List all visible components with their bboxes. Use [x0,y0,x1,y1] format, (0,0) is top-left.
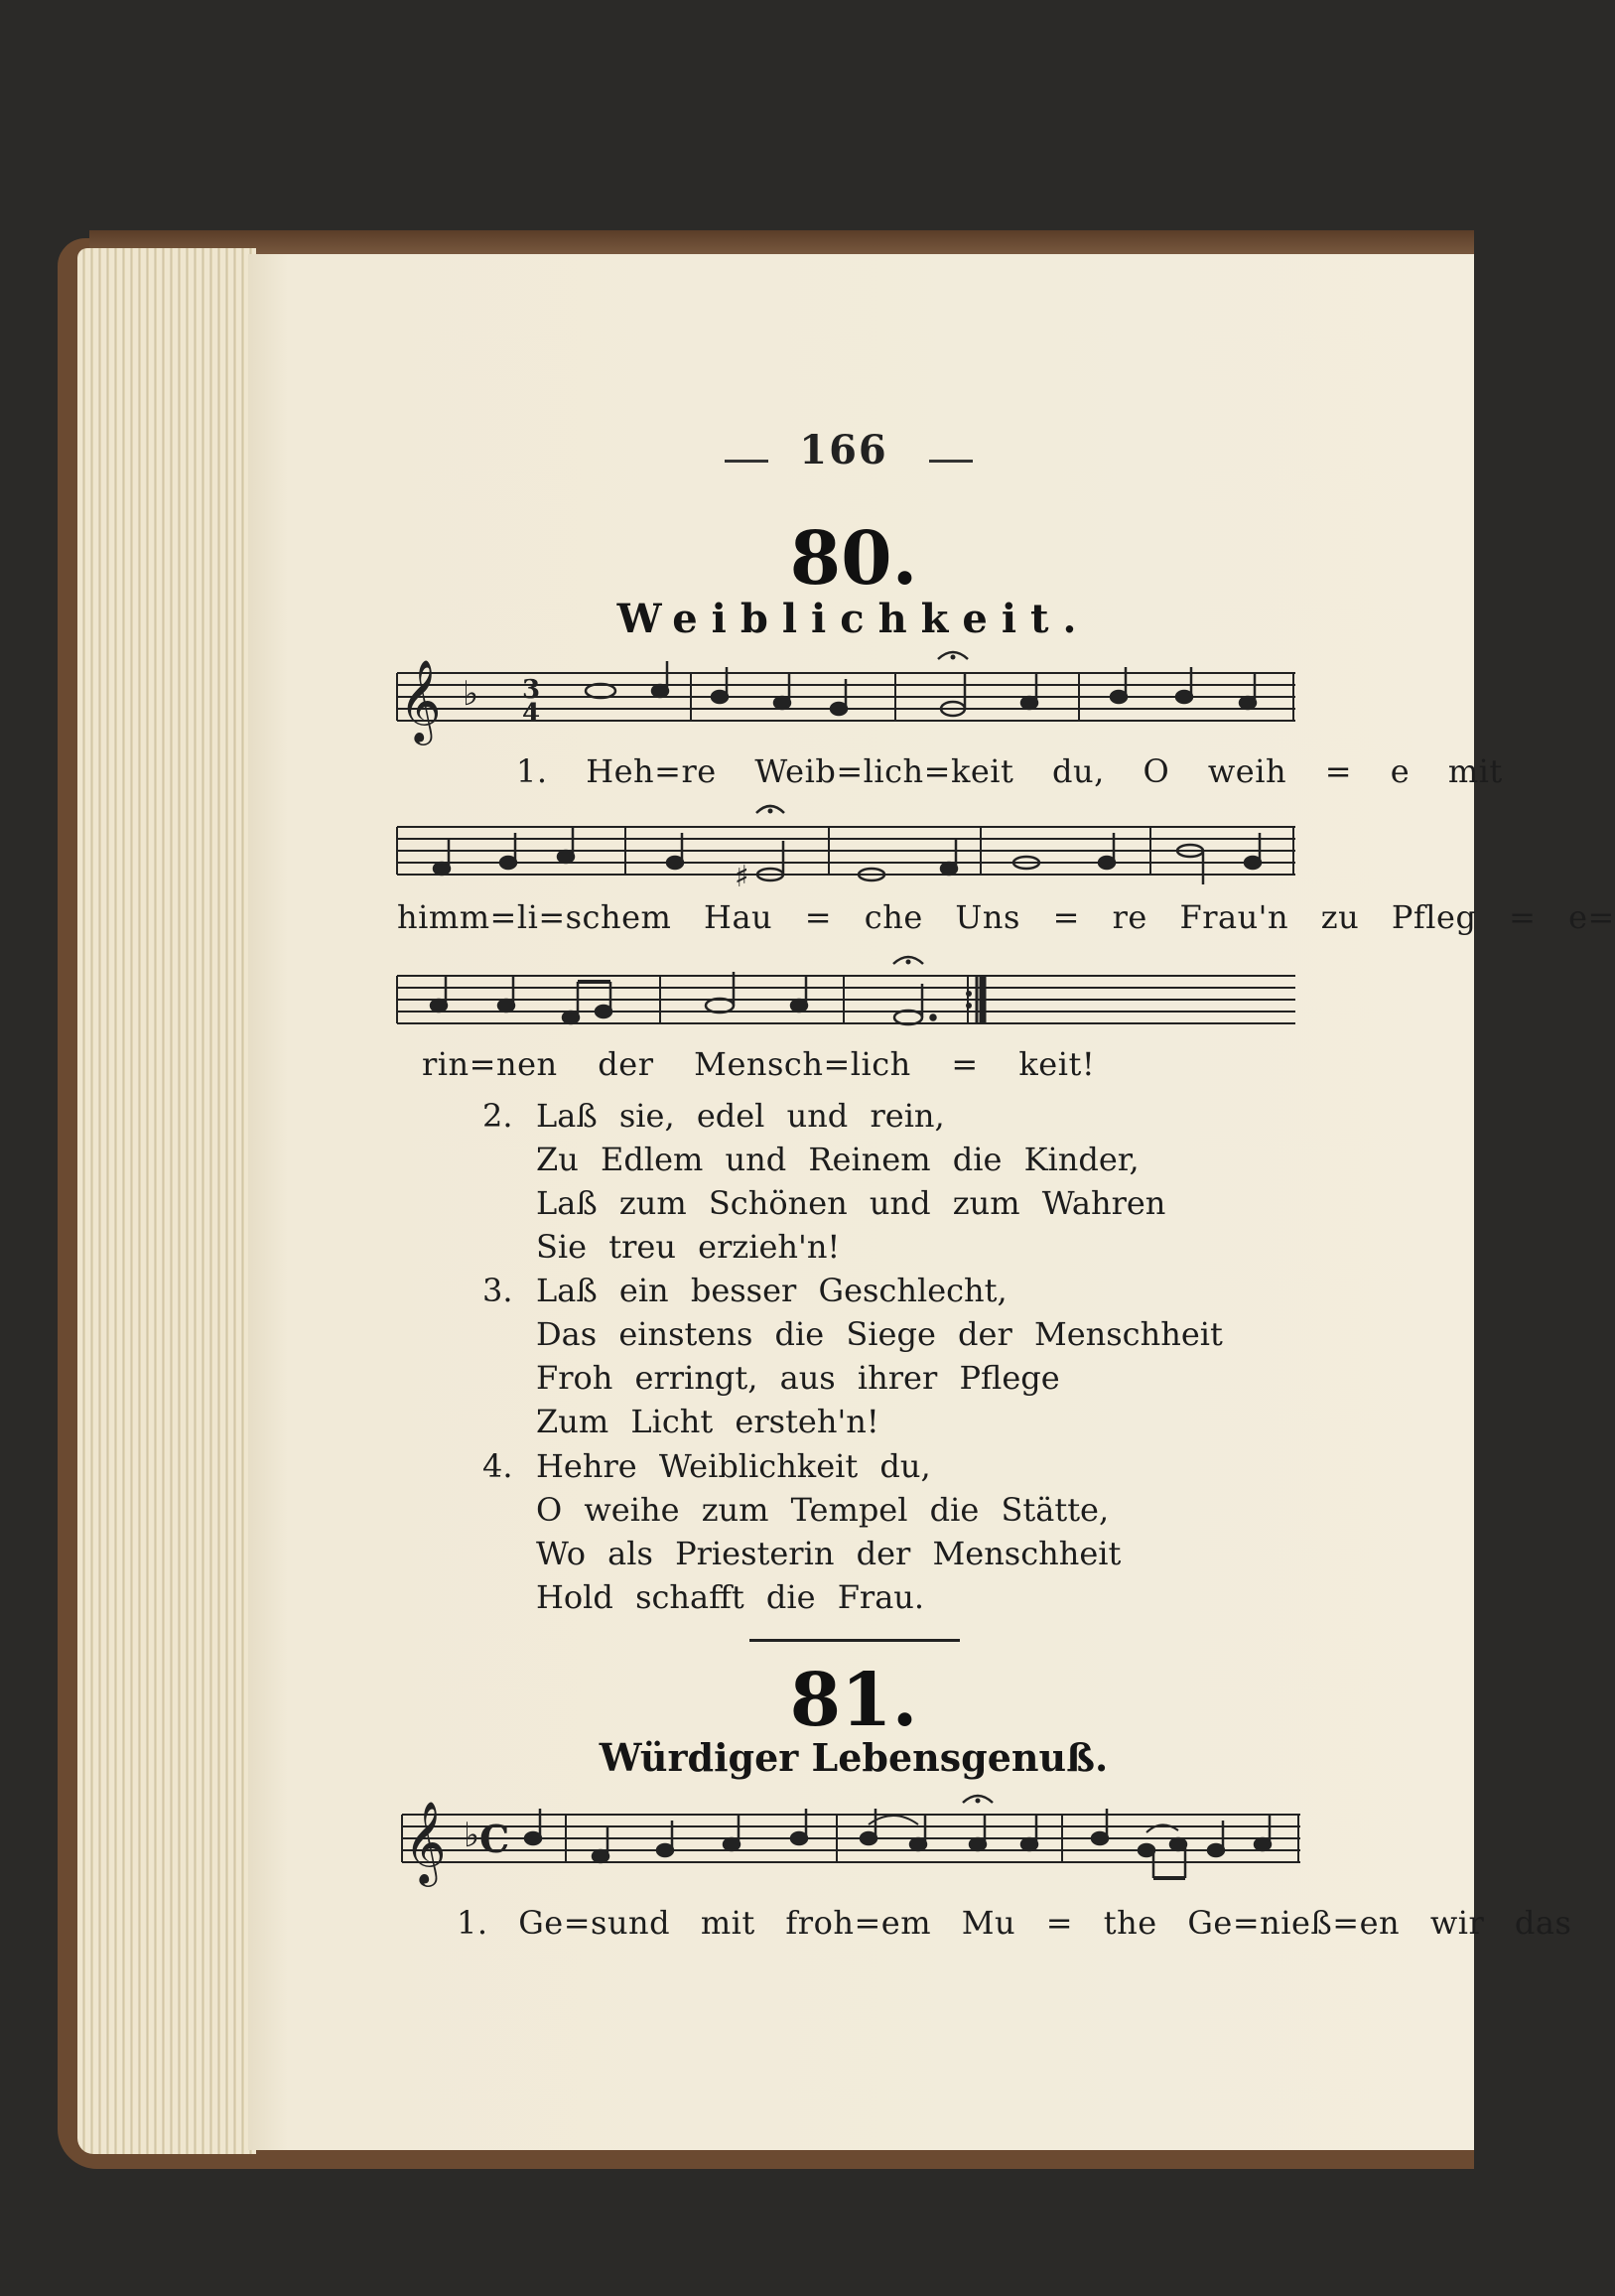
treble-clef-icon: 𝄞 [404,1800,447,1883]
song-80-staff-1 [397,658,1300,744]
verse-line: Zum Licht ersteh'n! [536,1403,879,1440]
time-sig-bottom: 4 [522,699,541,729]
song-80-staff-2 [397,819,1300,898]
verse-line: Hold schafft die Frau. [536,1578,925,1616]
song-81-staff-1 [402,1800,1305,1886]
verse-line: Wo als Priesterin der Menschheit [536,1535,1122,1572]
verse-line: Laß ein besser Geschlecht, [536,1272,1008,1309]
verse-line: Das einstens die Siege der Menschheit [536,1315,1223,1353]
song-80-title: Weiblichkeit. [616,596,1091,642]
verse-line: O weihe zum Tempel die Stätte, [536,1491,1110,1529]
song-80-lyric-line-3: rin=nen der Mensch=lich = keit! [422,1045,1096,1083]
song-80-staff-3 [397,968,1300,1047]
time-sig-top: 3 [522,675,541,705]
verse-line: Sie treu erzieh'n! [536,1228,841,1266]
verse-line: Froh erringt, aus ihrer Pflege [536,1359,1060,1397]
song-81-lyric-line-1: 1. Ge=sund mit froh=em Mu = the Ge=nieß=en wir das [457,1904,1572,1942]
page-number: 166 [799,427,888,473]
flat-icon: ♭ [463,674,479,714]
verse-line: Laß zum Schönen und zum Wahren [536,1184,1166,1222]
song-81-title: Würdiger Lebensgenuß. [599,1735,1109,1780]
song-80-lyric-line-1: 1. Heh=re Weib=lich=keit du, O weih = e mit [516,752,1503,790]
page-number-dash-right [929,460,973,463]
sharp-icon: ♯ [735,860,749,894]
verse-line: Zu Edlem und Reinem die Kinder, [536,1141,1140,1178]
common-time-icon: C [479,1817,510,1861]
song-80-number: 80. [789,516,918,602]
verse-number: 2. [482,1097,513,1135]
song-80-lyric-line-2: himm=li=schem Hau = che Uns = re Frau'n zu Pfleg = e= [397,898,1615,936]
song-81-number: 81. [789,1658,918,1743]
page-number-dash-left [725,460,768,463]
verse-line: Hehre Weiblichkeit du, [536,1447,931,1485]
verse-number: 3. [482,1272,513,1309]
flat-icon: ♭ [464,1816,480,1855]
verse-number: 4. [482,1447,513,1485]
verse-line: Laß sie, edel und rein, [536,1097,945,1135]
treble-clef-icon: 𝄞 [399,658,442,742]
section-divider [749,1639,960,1642]
